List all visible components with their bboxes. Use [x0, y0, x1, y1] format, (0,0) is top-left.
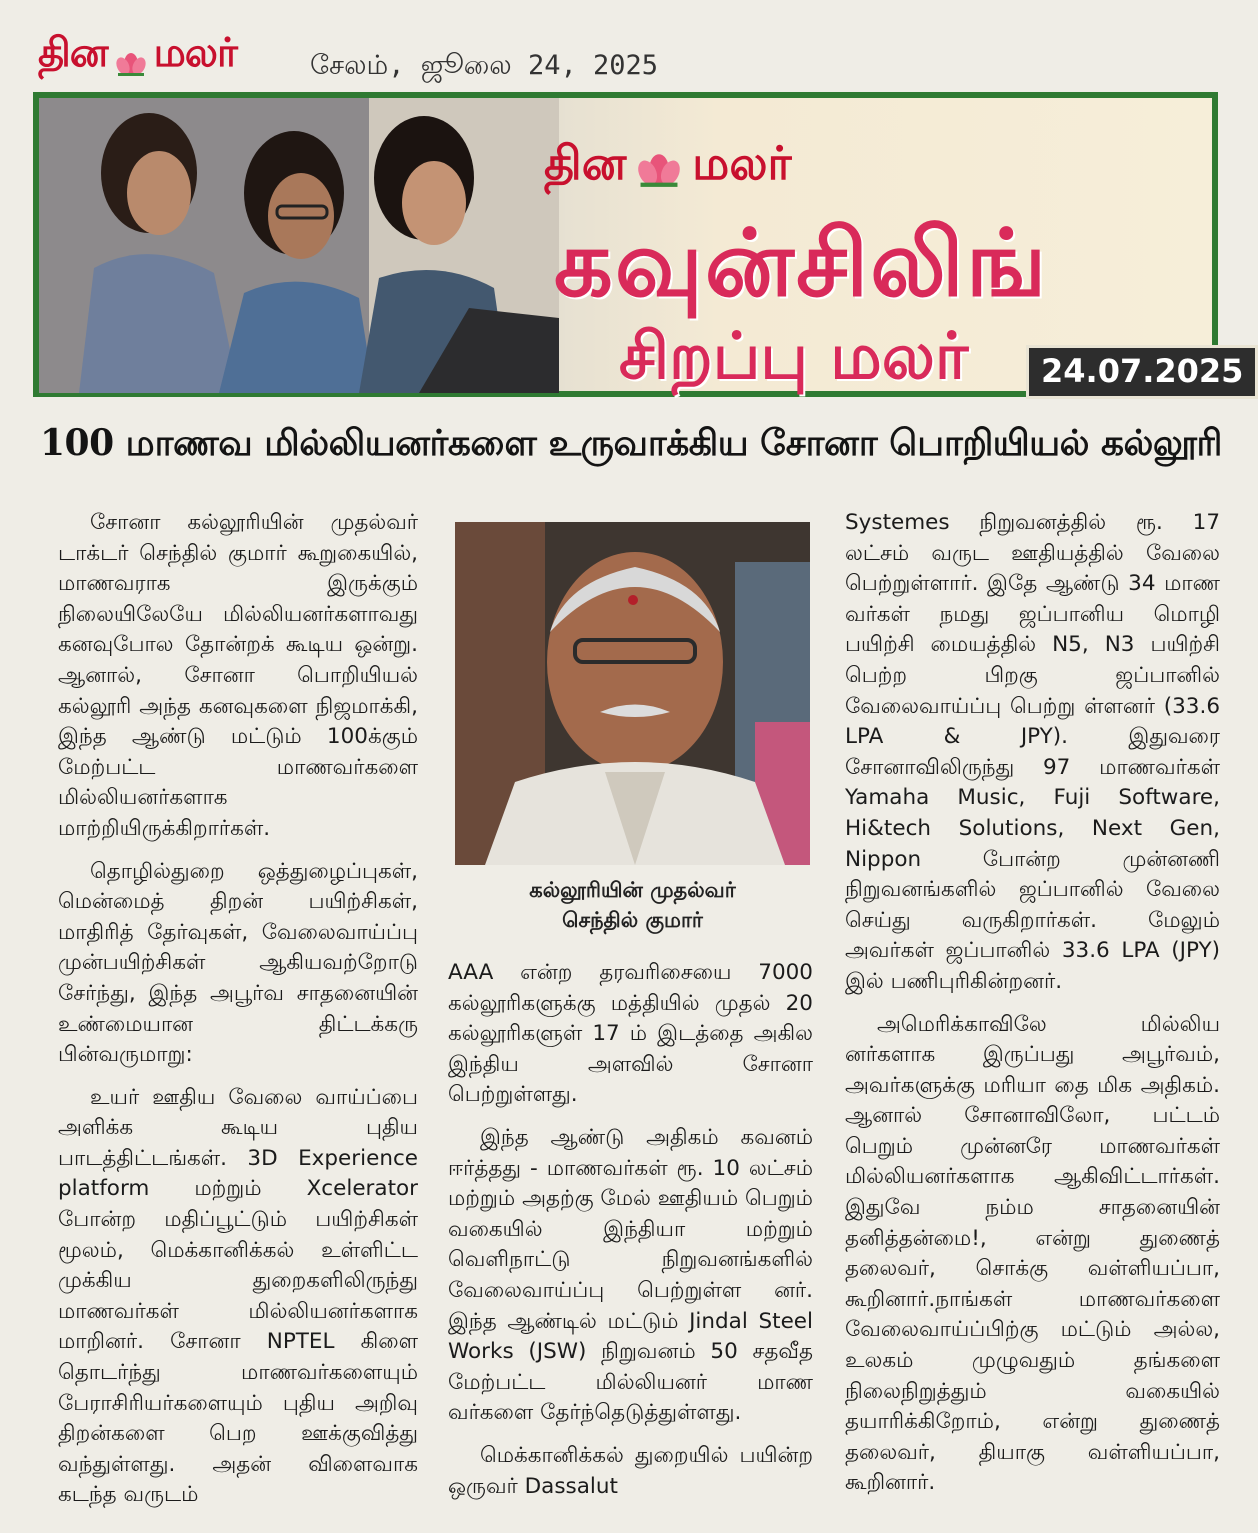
article-column-1	[58, 508, 418, 1528]
dateline: சேலம், ஜூலை 24, 2025	[310, 50, 659, 81]
paragraph: AAA என்ற தரவரிசையை 7000 கல்லூரிகளுக்கு மத்தியில் முதல் 20 கல்லூரிகளுள் 17 ம் இடத்தை அகில இந்திய அளவில் சோனா பெற்றுள்ளது.	[448, 960, 813, 1108]
banner-logo-part1: தின	[544, 136, 627, 190]
article-column-2	[448, 958, 813, 1528]
students-photo	[39, 98, 559, 393]
banner-logo-part2: மலர்	[692, 136, 792, 190]
lotus-icon	[112, 41, 150, 71]
article-column-3	[845, 508, 1220, 1528]
banner-subtitle: சிறப்பு மலர்	[619, 320, 969, 394]
paragraph: மெக்கானிக்கல் துறையில் பயின்ற ஒருவர் Dassalut	[448, 1442, 813, 1499]
banner-title: கவுன்சிலிங்	[554, 210, 1049, 317]
article-headline: 100 மாணவ மில்லியனர்களை உருவாக்கிய சோனா பொறியியல் கல்லூரி	[40, 422, 1222, 464]
paragraph: சோனா கல்லூரியின் முதல்வர் டாக்டர் செந்தில் குமார் கூறுகையில், மாணவராக இருக்கும் நிலையிலேயே மில்லியனர்களாவது கனவுபோல தோன்றக் கூடிய ஒன்று. ஆனால், சோனா பொறியியல் கல்லூரி அந்த கனவுகளை நிஜமாக்கி, இந்த ஆண்டு மட்டும் 100க்கும் மேற்பட்ட மாணவர்களை மில்லியனர்களாக மாற்றியிருக்கிறார்கள்.	[58, 510, 418, 841]
paragraph: Systemes நிறுவனத்தில் ரூ. 17 லட்சம் வருட ஊதியத்தில் வேலை பெற்றுள்ளார். இதே ஆண்டு 34 மாண வர்கள் நமது ஜப்பானிய மொழி பயிற்சி மையத்தில் N5, N3 பயிற்சி பெற்ற பிறகு ஜப்பானில் வேலைவாய்ப்பு பெற்று ள்ளனர் (33.6 LPA & JPY). இதுவரை சோனாவிலிருந்து 97 மாணவர்கள் Yamaha Music, Fuji Software, Hi&tech Solutions, Next Gen, Nippon போன்ற முன்னணி நிறுவனங்களில் ஜப்பானில் வேலை செய்து வருகிறார்கள். மேலும் அவர்கள் ஜப்பானில் 33.6 LPA (JPY) இல் பணிபுரிகின்றனர்.	[845, 510, 1220, 994]
paragraph: இந்த ஆண்டு அதிகம் கவனம் ஈர்த்தது - மாணவர்கள் ரூ. 10 லட்சம் மற்றும் அதற்கு மேல் ஊதியம் பெறும் வகையில் இந்தியா மற்றும் வெளிநாட்டு நிறுவனங்களில் வேலைவாய்ப்பு பெற்றுள்ள னர். இந்த ஆண்டில் மட்டும் Jindal Steel Works (JSW) நிறுவனம் 50 சதவீத மேற்பட்ட மில்லியனர் மாண வர்களை தேர்ந்தெடுத்துள்ளது.	[448, 1124, 813, 1426]
lotus-icon	[632, 145, 686, 189]
dinamalar-logo	[38, 30, 237, 81]
counselling-banner	[33, 92, 1244, 397]
masthead	[38, 30, 1218, 86]
paragraph: உயர் ஊதிய வேலை வாய்ப்பை அளிக்க கூடிய புதிய பாடத்திட்டங்கள். 3D Experience platform மற்றும் Xcelerator போன்ற மதிப்பூட்டும் பயிற்சிகள் மூலம், மெக்கானிக்கல் உள்ளிட்ட முக்கிய துறைகளிலிருந்து மாணவர்கள் மில்லியனர்களாக மாறினர். சோனா NPTEL கிளை தொடர்ந்து மாணவர்களையும் பேராசிரியர்களையும் புதிய அறிவு திறன்களை பெற ஊக்குவித்து வந்துள்ளது. அதன் விளைவாக கடந்த வருடம்	[58, 1084, 418, 1508]
photo-caption	[455, 875, 810, 935]
logo-text-part2: மலர்	[153, 30, 237, 76]
paragraph: தொழில்துறை ஒத்துழைப்புகள், மென்மைத் திறன் பயிற்சிகள், மாதிரித் தேர்வுகள், வேலைவாய்ப்பு முன்பயிற்சிகள் ஆகியவற்றோடு சேர்ந்து, இந்த அபூர்வ சாதனையின் உண்மையான திட்டக்கரு பின்வருமாறு:	[58, 858, 418, 1068]
principal-photo	[455, 522, 810, 865]
paragraph: அமெரிக்காவிலே மில்லிய னர்களாக இருப்பது அபூர்வம், அவர்களுக்கு மரியா தை மிக அதிகம். ஆனால் சோனாவிலோ, பட்டம் பெறும் முன்னரே மாணவர்கள் மில்லியனர்களாக ஆகிவிட்டார்கள். இதுவே நம்ம சாதனையின் தனித்தன்மை!, என்று துணைத் தலைவர், சொக்கு வள்ளியப்பா, கூறினார்.நாங்கள் மாணவர்களை வேலைவாய்ப்பிற்கு மட்டும் அல்ல, உலகம் முழுவதும் தங்களை நிலைநிறுத்தும் வகையில் தயாரிக்கிறோம், என்று துணைத் தலைவர், தியாகு வள்ளியப்பா, கூறினார்.	[845, 1011, 1220, 1496]
logo-text-part1: தின	[38, 30, 108, 76]
caption-line-1: கல்லூரியின் முதல்வர்	[529, 878, 736, 902]
caption-line-2: செந்தில் குமார்	[562, 908, 703, 932]
banner-logo	[544, 136, 792, 197]
banner-date: 24.07.2025	[1026, 345, 1258, 399]
